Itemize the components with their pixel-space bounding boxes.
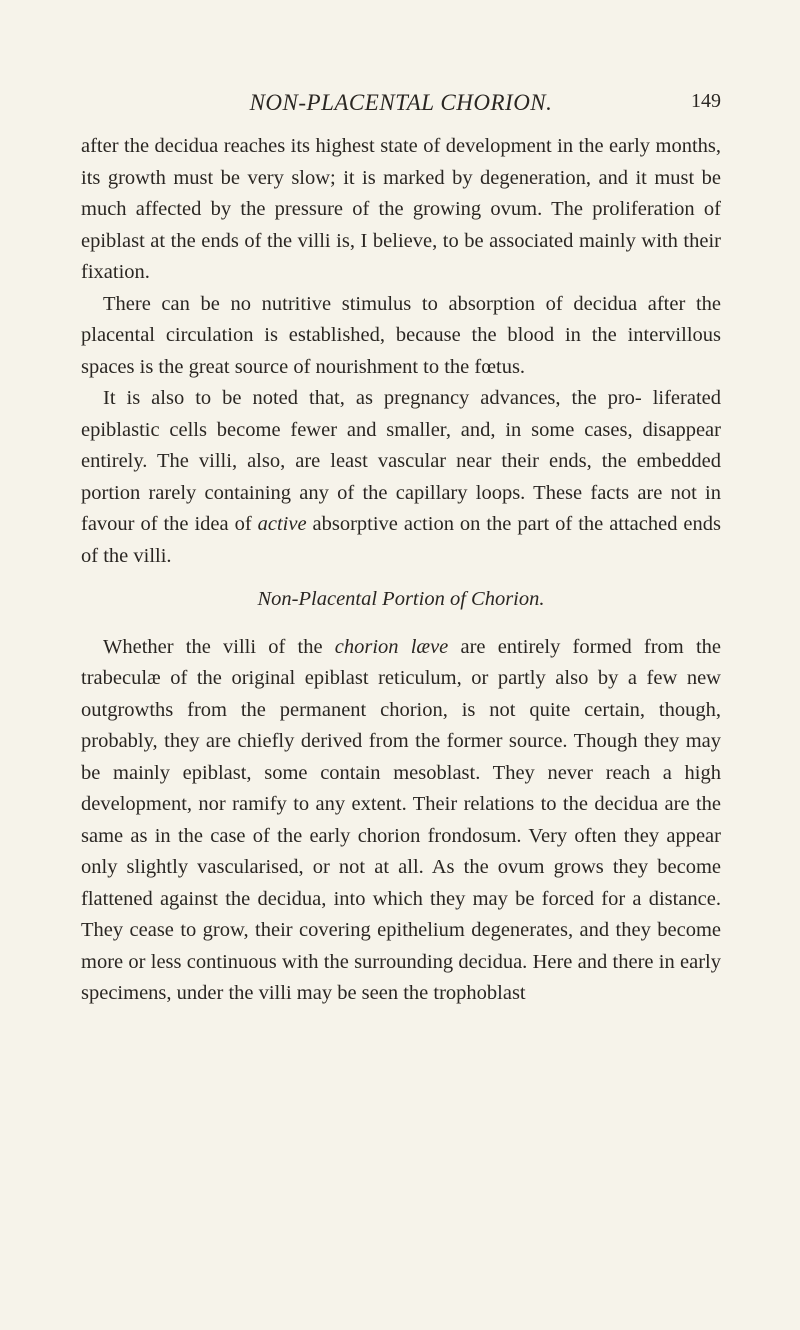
running-title: NON-PLACENTAL CHORION. — [249, 90, 553, 115]
paragraph — [81, 632, 721, 1010]
emphasized-word: active — [257, 513, 307, 535]
page-number: 149 — [691, 90, 721, 112]
body-text — [81, 131, 721, 1010]
paragraph-text: absorptive action on the part of the attached ends of the villi. — [81, 513, 722, 567]
section-heading: Non-Placental Portion of Chorion. — [257, 588, 545, 610]
paragraph: There can be no nutritive stimulus to absorption of decidua after the placental circulation is established, because the blood in the intervillous spaces is the great source of nourishment to the fœtus. — [81, 292, 721, 378]
paragraph: after the decidua reaches its highest state of development in the early months, its growth must be very slow; it is marked by degeneration, and it must be much affected by the pressure of the growing ovum. The proliferation of epiblast at the ends of the villi is, I believe, to be associated mainly with their fixation. — [81, 135, 721, 283]
paragraph-text: It is also to be noted that, as pregnancy advances, the pro- liferated epiblastic cells become fewer and smaller, and, in some cases, disappear entirely. The villi, also, are least vascular near their ends, the embedded portion rarely containing any of the capillary loops. These facts are not in favour of the idea of — [81, 387, 721, 535]
running-head — [81, 90, 721, 124]
paragraph — [81, 383, 721, 572]
emphasized-term: chorion læve — [334, 635, 449, 658]
paragraph-text: Whether the villi of the — [103, 635, 335, 658]
paragraph-text: are entirely formed from the trabeculæ of the original epiblast reticulum, or partly also by a few new outgrowths from the permanent chorion, is not quite certain, though, probably, they are chiefly derived from the former source. Though they may be mainly epiblast, some contain mesoblast. They never reach a high development, nor ramify to any extent. Their relations to the decidua are the same as in the case of the early chorion frondosum. Very often they appear only slightly vascularised, or not at all. As the ovum grows they become flattened against the decidua, into which they may be forced for a distance. They cease to grow, their covering epithelium degenerates, and they become more or less continuous with the surrounding decidua. Here and there in early specimens, under the villi may be seen the trophoblast — [81, 635, 721, 1004]
